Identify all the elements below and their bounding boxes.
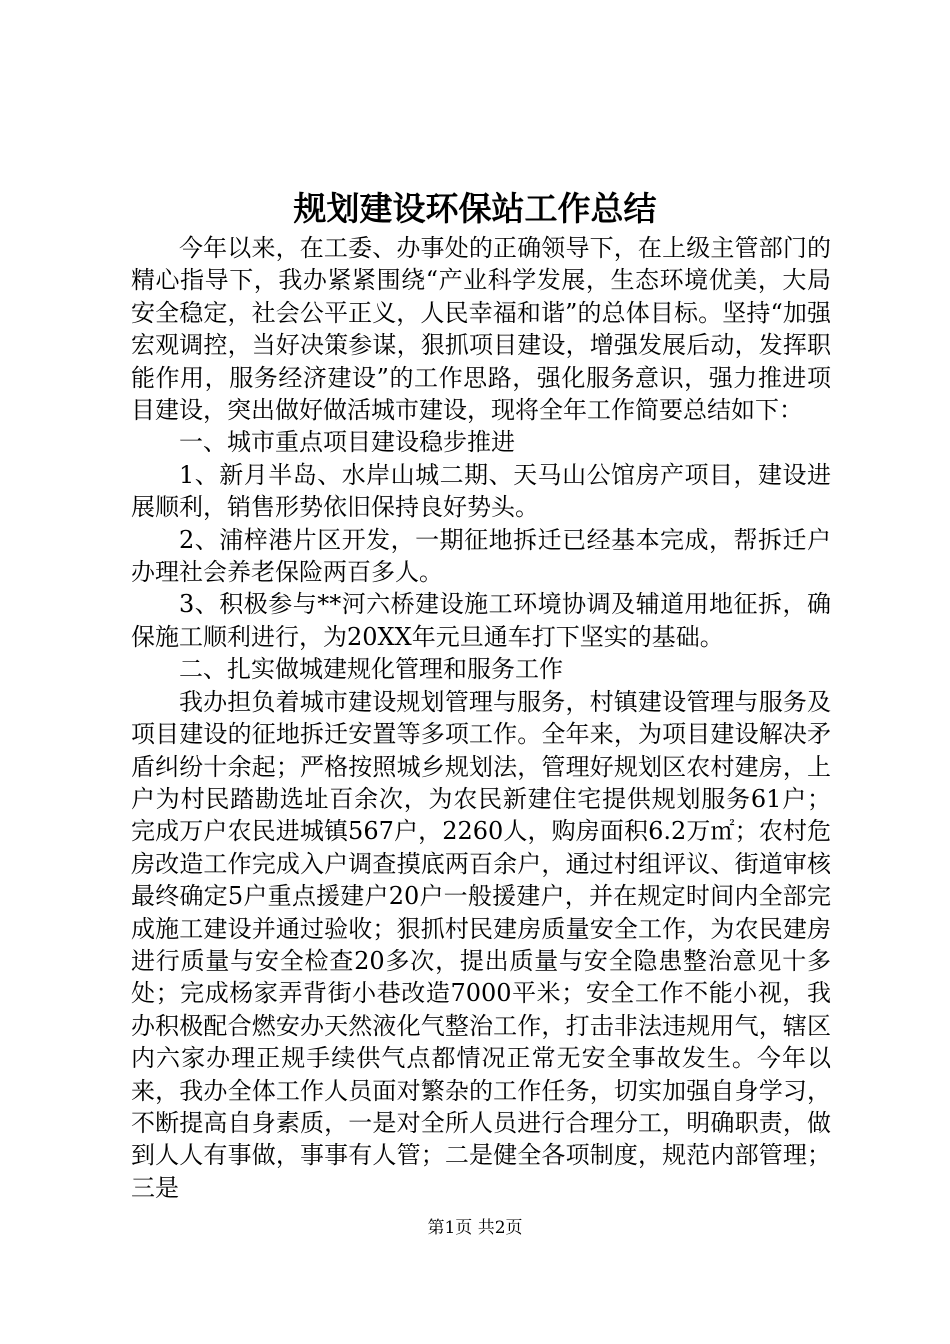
list-item: 1、新月半岛、水岸山城二期、天马山公馆房产项目，建设进展顺利，销售形势依旧保持良好势头。 bbox=[131, 460, 831, 522]
list-item: 2、浦梓港片区开发，一期征地拆迁已经基本完成，帮拆迁户办理社会养老保险两百多人。 bbox=[131, 525, 831, 587]
section-heading-1: 一、城市重点项目建设稳步推进 bbox=[179, 428, 515, 457]
page-number: 第1页 共2页 bbox=[427, 1218, 523, 1238]
document-title: 规划建设环保站工作总结 bbox=[293, 189, 657, 228]
body-paragraph: 我办担负着城市建设规划管理与服务，村镇建设管理与服务及项目建设的征地拆迁安置等多项工作。全年来，为项目建设解决矛盾纠纷十余起；严格按照城乡规划法，管理好规划区农村建房，上户为村民踏勘选址百余次，为农民新建住宅提供规划服务61户；完成万户农民进城镇567户，2260人，购房面积6.2万㎡；农村危房改造工作完成入户调查摸底两百余户，通过村组评议、街道审核最终确定5户重点援建户20户一般援建户，并在规定时间内全部完成施工建设并通过验收；狠抓村民建房质量安全工作，为农民建房进行质量与安全检查20多次，提出质量与安全隐患整治意见十多处；完成杨家弄背街小巷改造7000平米；安全工作不能小视，我办积极配合燃安办天然液化气整治工作，打击非法违规用气，辖区内六家办理正规手续供气点都情况正常无安全事故发生。今年以来，我办全体工作人员面对繁杂的工作任务，切实加强自身学习，不断提高自身素质，一是对全所人员进行合理分工，明确职责，做到人人有事做，事事有人管；二是健全各项制度，规范内部管理；三是 bbox=[131, 687, 831, 1202]
list-item: 3、积极参与**河六桥建设施工环境协调及辅道用地征拆，确保施工顺利进行，为20XX年元旦通车打下坚实的基础。 bbox=[131, 590, 831, 651]
intro-paragraph: 今年以来，在工委、办事处的正确领导下，在上级主管部门的精心指导下，我办紧紧围绕“产业科学发展，生态环境优美，大局安全稳定，社会公平正义，人民幸福和谐”的总体目标。坚持“加强宏观调控，当好决策参谋，狠抓项目建设，增强发展后动，发挥职能作用，服务经济建设”的工作思路，强化服务意识，强力推进项目建设，突出做好做活城市建设，现将全年工作简要总结如下： bbox=[131, 234, 831, 425]
section-heading-2: 二、扎实做城建规化管理和服务工作 bbox=[179, 655, 563, 684]
document-body bbox=[131, 232, 831, 1204]
